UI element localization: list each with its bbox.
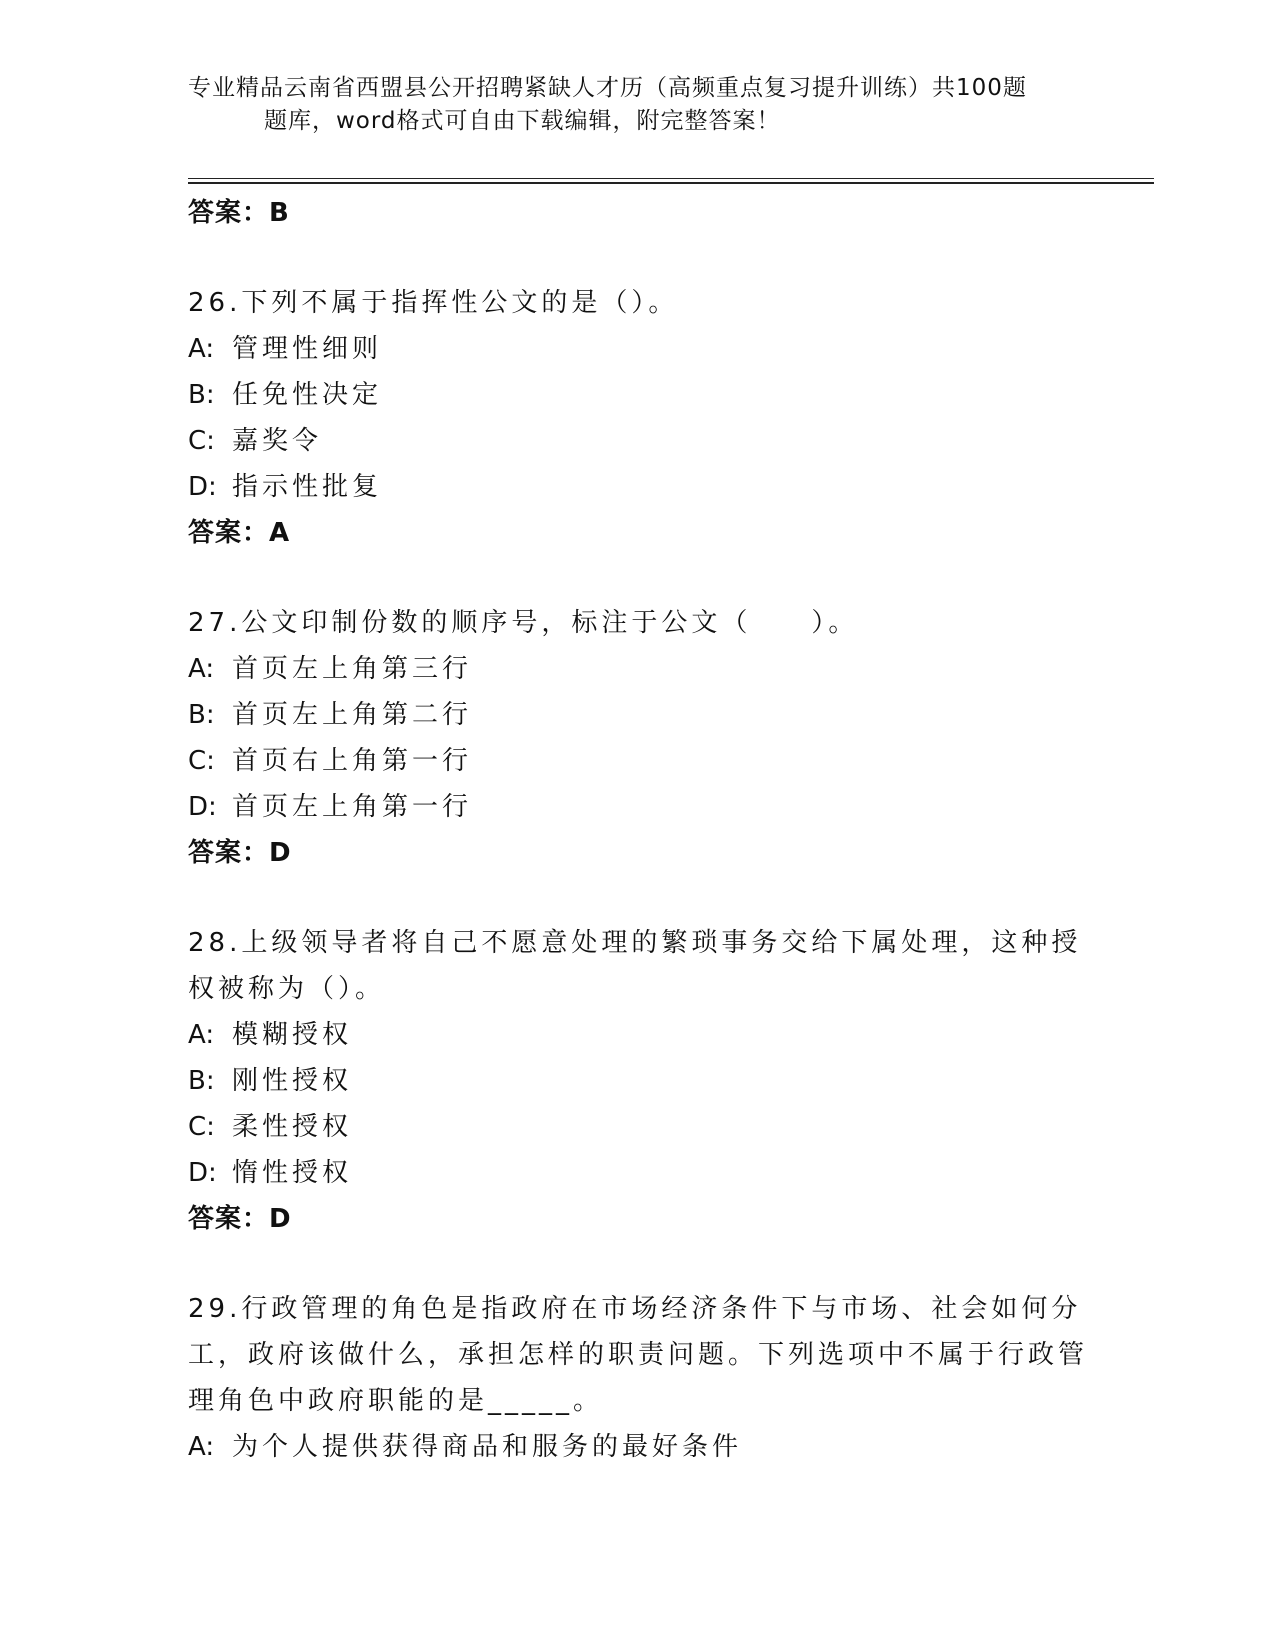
option-text: 指示性批复 <box>232 472 383 502</box>
question-27-option-d <box>188 784 1088 830</box>
option-label-a: A: <box>188 334 215 364</box>
spacer <box>188 876 1088 920</box>
page-header <box>188 72 1068 138</box>
option-text: 刚性授权 <box>232 1066 353 1096</box>
option-label-a: A: <box>188 1020 215 1050</box>
option-text: 首页左上角第一行 <box>232 792 473 822</box>
option-label-c: C: <box>188 1112 215 1142</box>
question-27-option-a <box>188 646 1088 692</box>
option-text: 模糊授权 <box>232 1020 353 1050</box>
option-label-b: B: <box>188 1066 215 1096</box>
question-27-text: 27.公文印制份数的顺序号，标注于公文（ ）。 <box>188 608 859 638</box>
question-26-option-b <box>188 372 1088 418</box>
option-text: 首页右上角第一行 <box>232 746 473 776</box>
option-text: 管理性细则 <box>232 334 383 364</box>
option-label-d: D: <box>188 472 217 502</box>
question-27-option-b <box>188 692 1088 738</box>
option-label-b: B: <box>188 700 215 730</box>
option-label-a: A: <box>188 654 215 684</box>
question-29-text: 29.行政管理的角色是指政府在市场经济条件下与市场、社会如何分工，政府该做什么，承担怎样的职责问题。下列选项中不属于行政管理角色中政府职能的是_____。 <box>188 1294 1089 1416</box>
option-text: 任免性决定 <box>232 380 383 410</box>
question-26-answer: 答案：A <box>188 518 291 548</box>
header-title-line1: 专业精品云南省西盟县公开招聘紧缺人才历（高频重点复习提升训练）共100题 <box>188 75 1027 101</box>
option-label-c: C: <box>188 746 215 776</box>
question-26-option-c <box>188 418 1088 464</box>
question-29-option-a <box>188 1424 1088 1470</box>
header-divider-thick <box>188 182 1154 184</box>
question-27-answer: 答案：D <box>188 838 292 868</box>
header-title-line2: 题库，word格式可自由下载编辑，附完整答案！ <box>264 108 781 134</box>
question-28-option-d <box>188 1150 1088 1196</box>
question-28-text: 28.上级领导者将自己不愿意处理的繁琐事务交给下属处理，这种授权被称为（）。 <box>188 928 1082 1004</box>
option-text: 柔性授权 <box>232 1112 353 1142</box>
question-27-option-c <box>188 738 1088 784</box>
spacer <box>188 556 1088 600</box>
question-26-text: 26.下列不属于指挥性公文的是（）。 <box>188 288 679 318</box>
question-28-option-a <box>188 1012 1088 1058</box>
question-26-option-d <box>188 464 1088 510</box>
question-26-option-a <box>188 326 1088 372</box>
spacer <box>188 1242 1088 1286</box>
option-label-a: A: <box>188 1432 215 1462</box>
option-label-d: D: <box>188 792 217 822</box>
option-text: 首页左上角第三行 <box>232 654 473 684</box>
option-text: 首页左上角第二行 <box>232 700 473 730</box>
spacer <box>188 236 1088 280</box>
previous-answer: 答案：B <box>188 198 290 228</box>
header-divider-thin <box>188 178 1154 179</box>
question-28-option-b <box>188 1058 1088 1104</box>
option-text: 惰性授权 <box>232 1158 353 1188</box>
question-28-answer: 答案：D <box>188 1204 292 1234</box>
option-label-b: B: <box>188 380 215 410</box>
option-text: 嘉奖令 <box>232 426 323 456</box>
option-label-c: C: <box>188 426 215 456</box>
question-content <box>188 190 1088 1470</box>
option-label-d: D: <box>188 1158 217 1188</box>
option-text: 为个人提供获得商品和服务的最好条件 <box>232 1432 743 1462</box>
question-28-option-c <box>188 1104 1088 1150</box>
